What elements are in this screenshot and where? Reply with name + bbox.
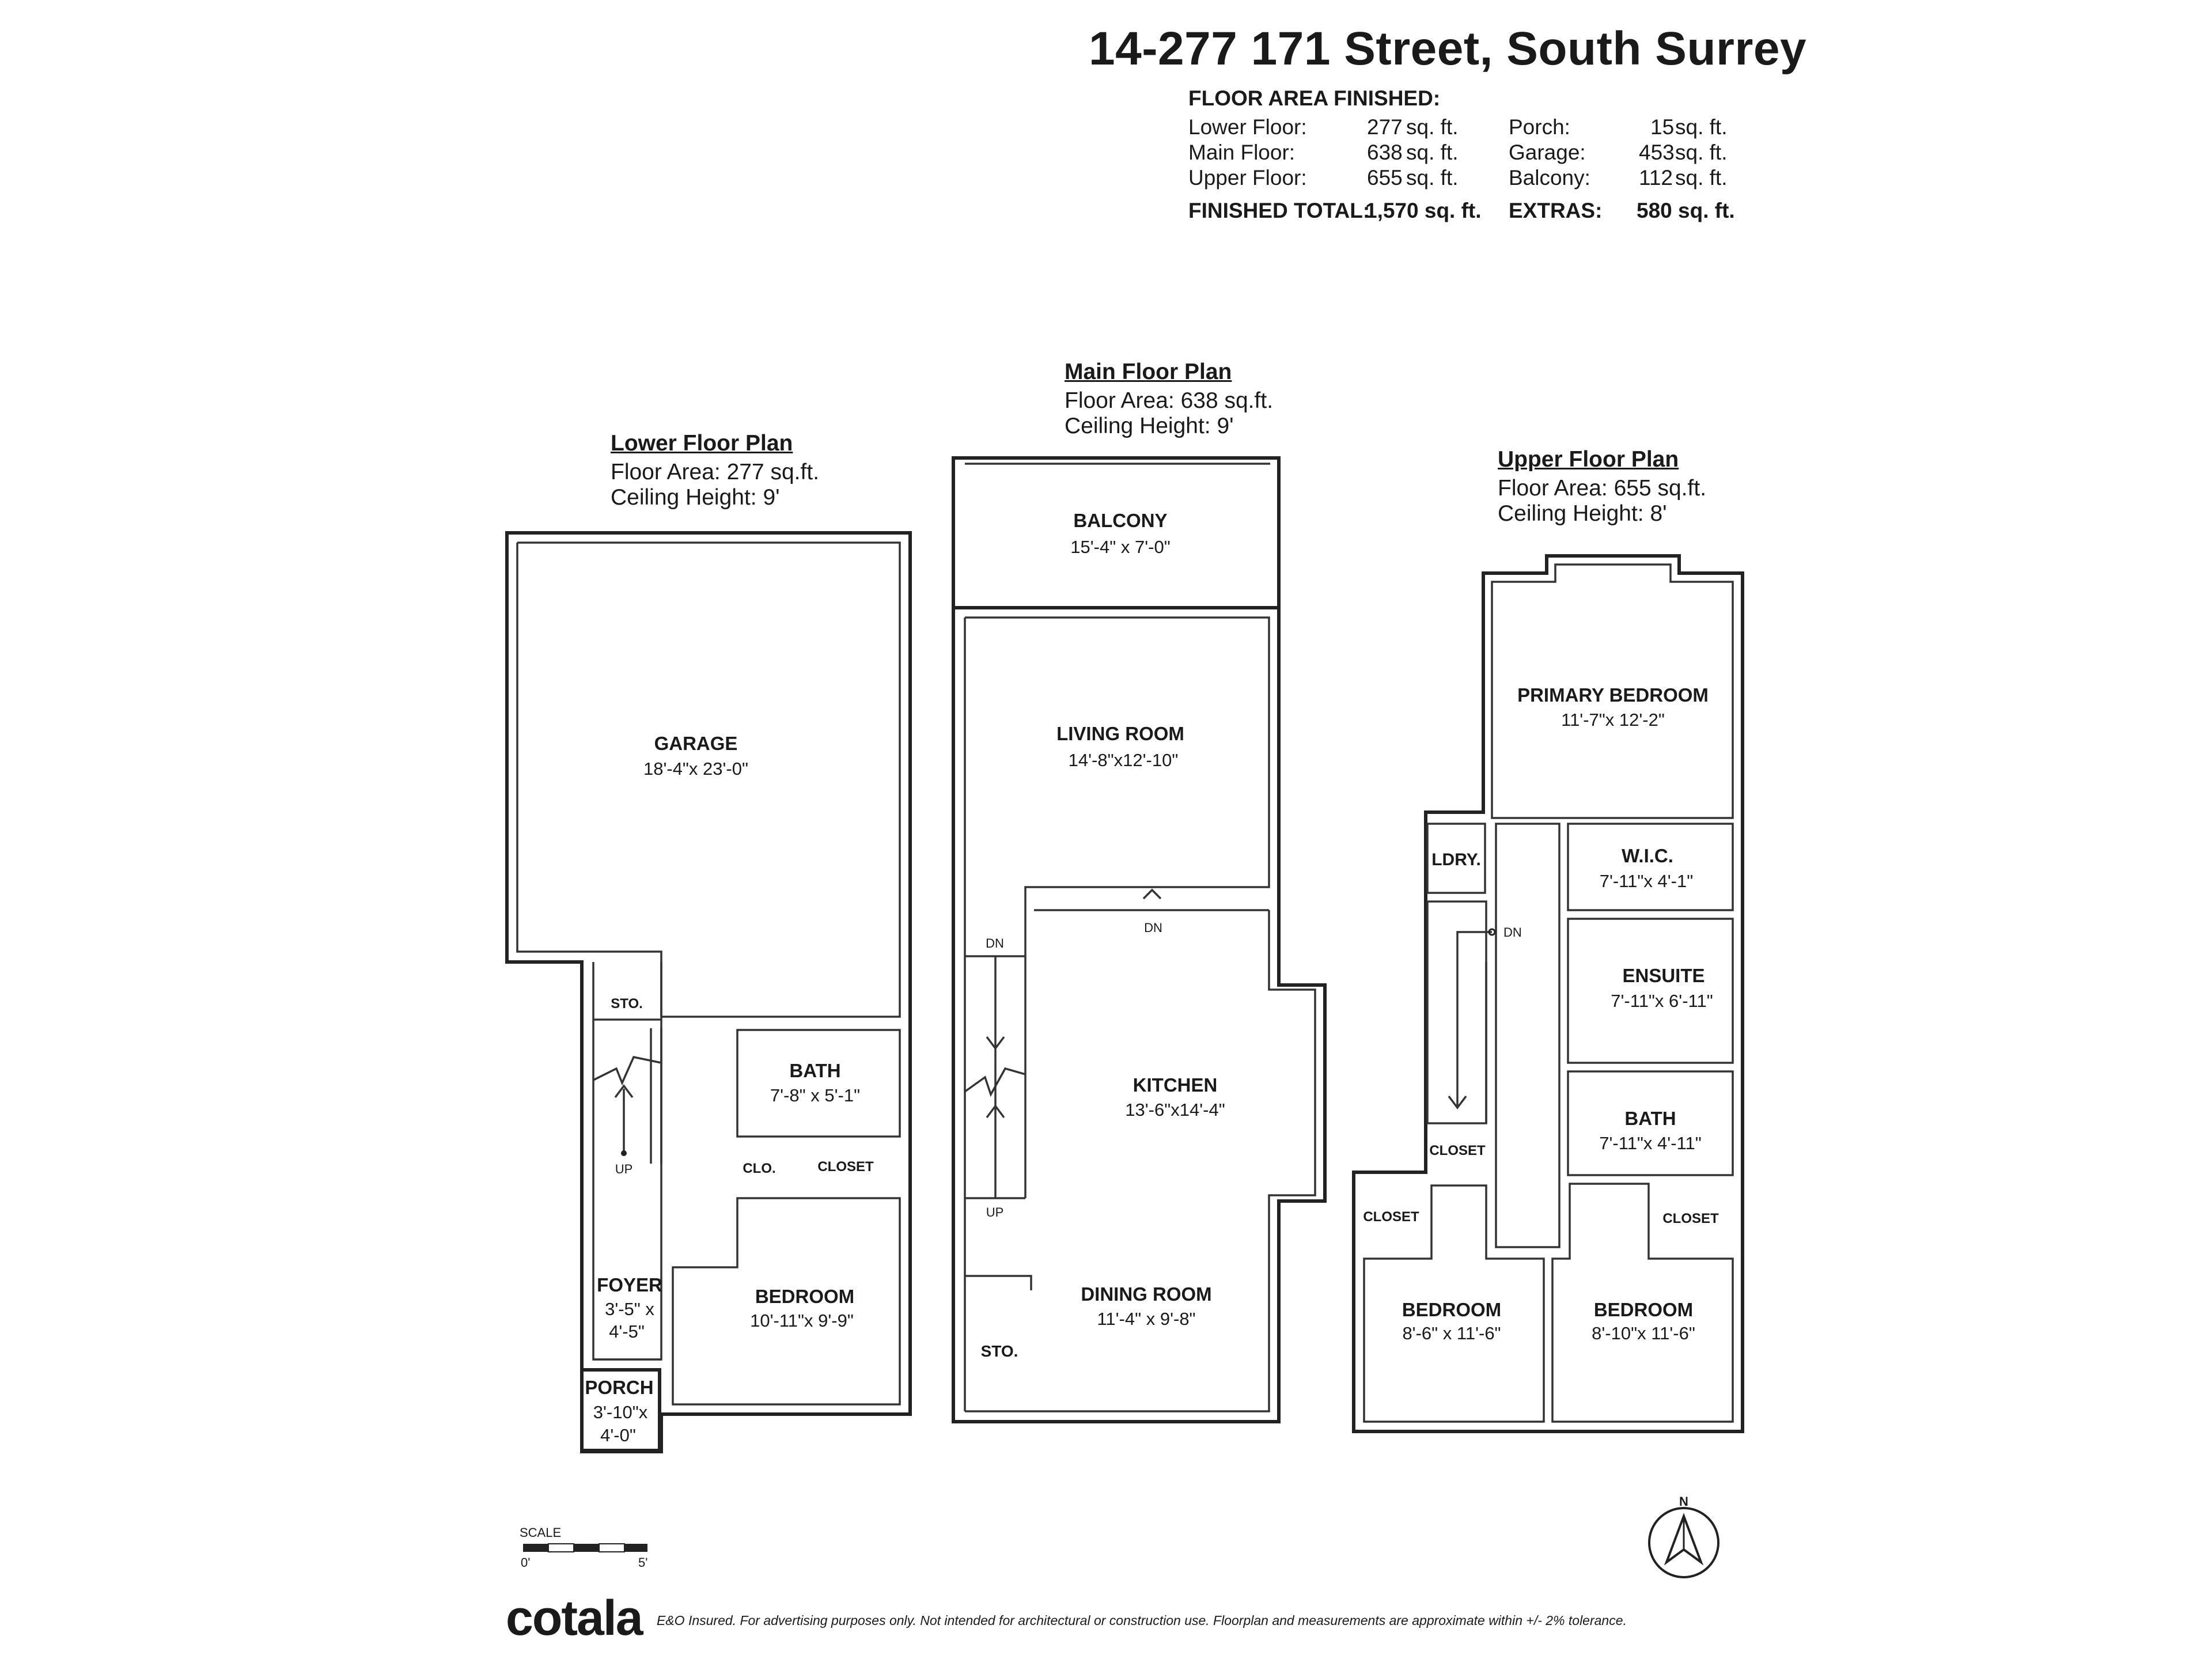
- dn-label-upper: DN: [1503, 925, 1522, 940]
- main-plan-area: Floor Area: 638 sq.ft.: [1065, 388, 1274, 413]
- dining-label: DINING ROOM: [1081, 1283, 1212, 1305]
- area-unit: sq. ft.: [1406, 115, 1459, 139]
- property-address-title: 14-277 171 Street, South Surrey: [1089, 22, 1807, 75]
- wic-dim: 7'-11"x 4'-1": [1599, 871, 1694, 891]
- foyer-dim-1: 3'-5" x: [605, 1299, 654, 1319]
- room-labels: [585, 510, 1719, 1445]
- bedroom-lower-dim: 10'-11"x 9'-9": [750, 1310, 854, 1331]
- area-value: 277: [1367, 115, 1403, 139]
- porch-dim-2: 4'-0": [600, 1425, 636, 1445]
- scale-segment: [574, 1544, 599, 1552]
- garage-inner-wall-left: [517, 543, 661, 1017]
- scale-segment: [624, 1544, 647, 1552]
- balcony-dim: 15'-4" x 7'-0": [1070, 537, 1171, 557]
- garage-label: GARAGE: [654, 733, 738, 754]
- foyer-label: FOYER: [597, 1274, 662, 1296]
- bedroom-u2-label: BEDROOM: [1593, 1299, 1694, 1320]
- area-label: Main Floor:: [1188, 141, 1296, 164]
- scale-end: 5': [638, 1555, 648, 1570]
- north-label: N: [1679, 1494, 1688, 1509]
- primary-bedroom-label: PRIMARY BEDROOM: [1517, 684, 1709, 706]
- area-value: 453: [1639, 141, 1675, 164]
- bath-lower-wall: [737, 1030, 900, 1137]
- scale-segment: [548, 1544, 574, 1552]
- area-label: Garage:: [1509, 141, 1586, 164]
- closet-u1-label: CLOSET: [1429, 1143, 1486, 1158]
- closet-u3-label: CLOSET: [1662, 1211, 1719, 1226]
- scale-start: 0': [521, 1555, 531, 1570]
- main-floor-plan: [953, 458, 1325, 1422]
- ensuite-label: ENSUITE: [1622, 965, 1705, 986]
- primary-bedroom-dim: 11'-7"x 12'-2": [1561, 710, 1665, 730]
- finished-total-value: 1,570 sq. ft.: [1365, 199, 1482, 222]
- lower-plan-area: Floor Area: 277 sq.ft.: [611, 460, 820, 484]
- ldry-label: LDRY.: [1431, 850, 1481, 869]
- area-label: Porch:: [1509, 115, 1570, 139]
- clo-label: CLO.: [743, 1161, 776, 1176]
- kitchen-label: KITCHEN: [1132, 1074, 1218, 1096]
- area-unit: sq. ft.: [1675, 141, 1728, 164]
- upper-plan-area: Floor Area: 655 sq.ft.: [1498, 476, 1707, 501]
- kitchen-outer-inner: [965, 910, 1315, 1411]
- area-value: 638: [1367, 141, 1403, 164]
- sto-main-wall: [965, 1276, 1031, 1290]
- upper-plan-title: Upper Floor Plan: [1498, 447, 1679, 472]
- closet-u2-label: CLOSET: [1363, 1209, 1419, 1225]
- scale-segment: [523, 1544, 548, 1552]
- scale-bar: [520, 1525, 647, 1570]
- hall-wall: [1496, 824, 1559, 1247]
- kitchen-dim: 13'-6"x14'-4": [1125, 1100, 1225, 1120]
- main-plan-ceiling: Ceiling Height: 9': [1065, 414, 1234, 438]
- balcony-label: BALCONY: [1073, 510, 1168, 531]
- bedroom-u1-dim: 8'-6" x 11'-6": [1402, 1323, 1501, 1343]
- upper-plan-ceiling: Ceiling Height: 8': [1498, 501, 1667, 526]
- foyer-dim-2: 4'-5": [609, 1321, 645, 1342]
- finished-total-label: FINISHED TOTAL:: [1188, 199, 1370, 222]
- dn-label-stair: DN: [986, 936, 1004, 950]
- area-value: 655: [1367, 166, 1403, 190]
- porch-dim-1: 3'-10"x: [593, 1402, 648, 1422]
- bath-upper-label: BATH: [1624, 1108, 1676, 1129]
- lower-plan-title: Lower Floor Plan: [611, 431, 793, 456]
- bedroom-lower-label: BEDROOM: [755, 1286, 855, 1307]
- dn-label: DN: [1144, 921, 1162, 935]
- main-plan-title: Main Floor Plan: [1065, 359, 1232, 384]
- living-dim: 14'-8"x12'-10": [1068, 750, 1179, 770]
- up-label-stair: UP: [986, 1205, 1004, 1219]
- scale-segment: [599, 1544, 624, 1552]
- living-label: LIVING ROOM: [1056, 723, 1184, 744]
- garage-dim: 18'-4"x 23'-0": [643, 759, 749, 779]
- wic-wall: [1568, 824, 1733, 910]
- area-value: 15: [1650, 115, 1675, 139]
- stair-start-dot: [621, 1150, 627, 1156]
- ensuite-dim: 7'-11"x 6'-11": [1611, 991, 1713, 1011]
- porch-label: PORCH: [585, 1377, 654, 1398]
- bedroom-u2-dim: 8'-10"x 11'-6": [1592, 1323, 1695, 1343]
- area-unit: sq. ft.: [1675, 166, 1728, 190]
- area-unit: sq. ft.: [1675, 115, 1728, 139]
- dining-dim: 11'-4" x 9'-8": [1097, 1309, 1196, 1329]
- dn-arrow-head: [1143, 890, 1161, 899]
- bath-upper-dim: 7'-11"x 4'-11": [1599, 1133, 1702, 1153]
- closet-lower-label: CLOSET: [817, 1159, 874, 1175]
- sto-lower-label: STO.: [611, 996, 643, 1012]
- area-label: Lower Floor:: [1188, 115, 1307, 139]
- up-label: UP: [615, 1162, 633, 1176]
- disclaimer-text: E&O Insured. For advertising purposes only. Not intended for architectural or construction use. Floorplan and measurements are approximate within +/- 2% tolerance.: [657, 1613, 1627, 1628]
- scale-label: SCALE: [520, 1525, 562, 1540]
- bath-lower-label: BATH: [789, 1060, 841, 1081]
- extras-label: EXTRAS:: [1509, 199, 1603, 222]
- sto-main-label: STO.: [980, 1342, 1018, 1360]
- cotala-logo: cotala: [506, 1590, 642, 1646]
- area-label: Balcony:: [1509, 166, 1590, 190]
- area-unit: sq. ft.: [1406, 141, 1459, 164]
- wic-label: W.I.C.: [1622, 845, 1673, 866]
- area-value: 112: [1639, 166, 1673, 190]
- extras-value: 580 sq. ft.: [1637, 199, 1735, 222]
- area-unit: sq. ft.: [1406, 166, 1459, 190]
- garage-inner-wall: [517, 543, 900, 1017]
- area-label: Upper Floor:: [1188, 166, 1307, 190]
- north-compass-icon: [1649, 1494, 1718, 1577]
- floor-area-heading: FLOOR AREA FINISHED:: [1188, 86, 1441, 110]
- bedroom-u1-label: BEDROOM: [1402, 1299, 1502, 1320]
- bath-lower-dim: 7'-8" x 5'-1": [770, 1085, 861, 1105]
- lower-plan-ceiling: Ceiling Height: 9': [611, 485, 780, 510]
